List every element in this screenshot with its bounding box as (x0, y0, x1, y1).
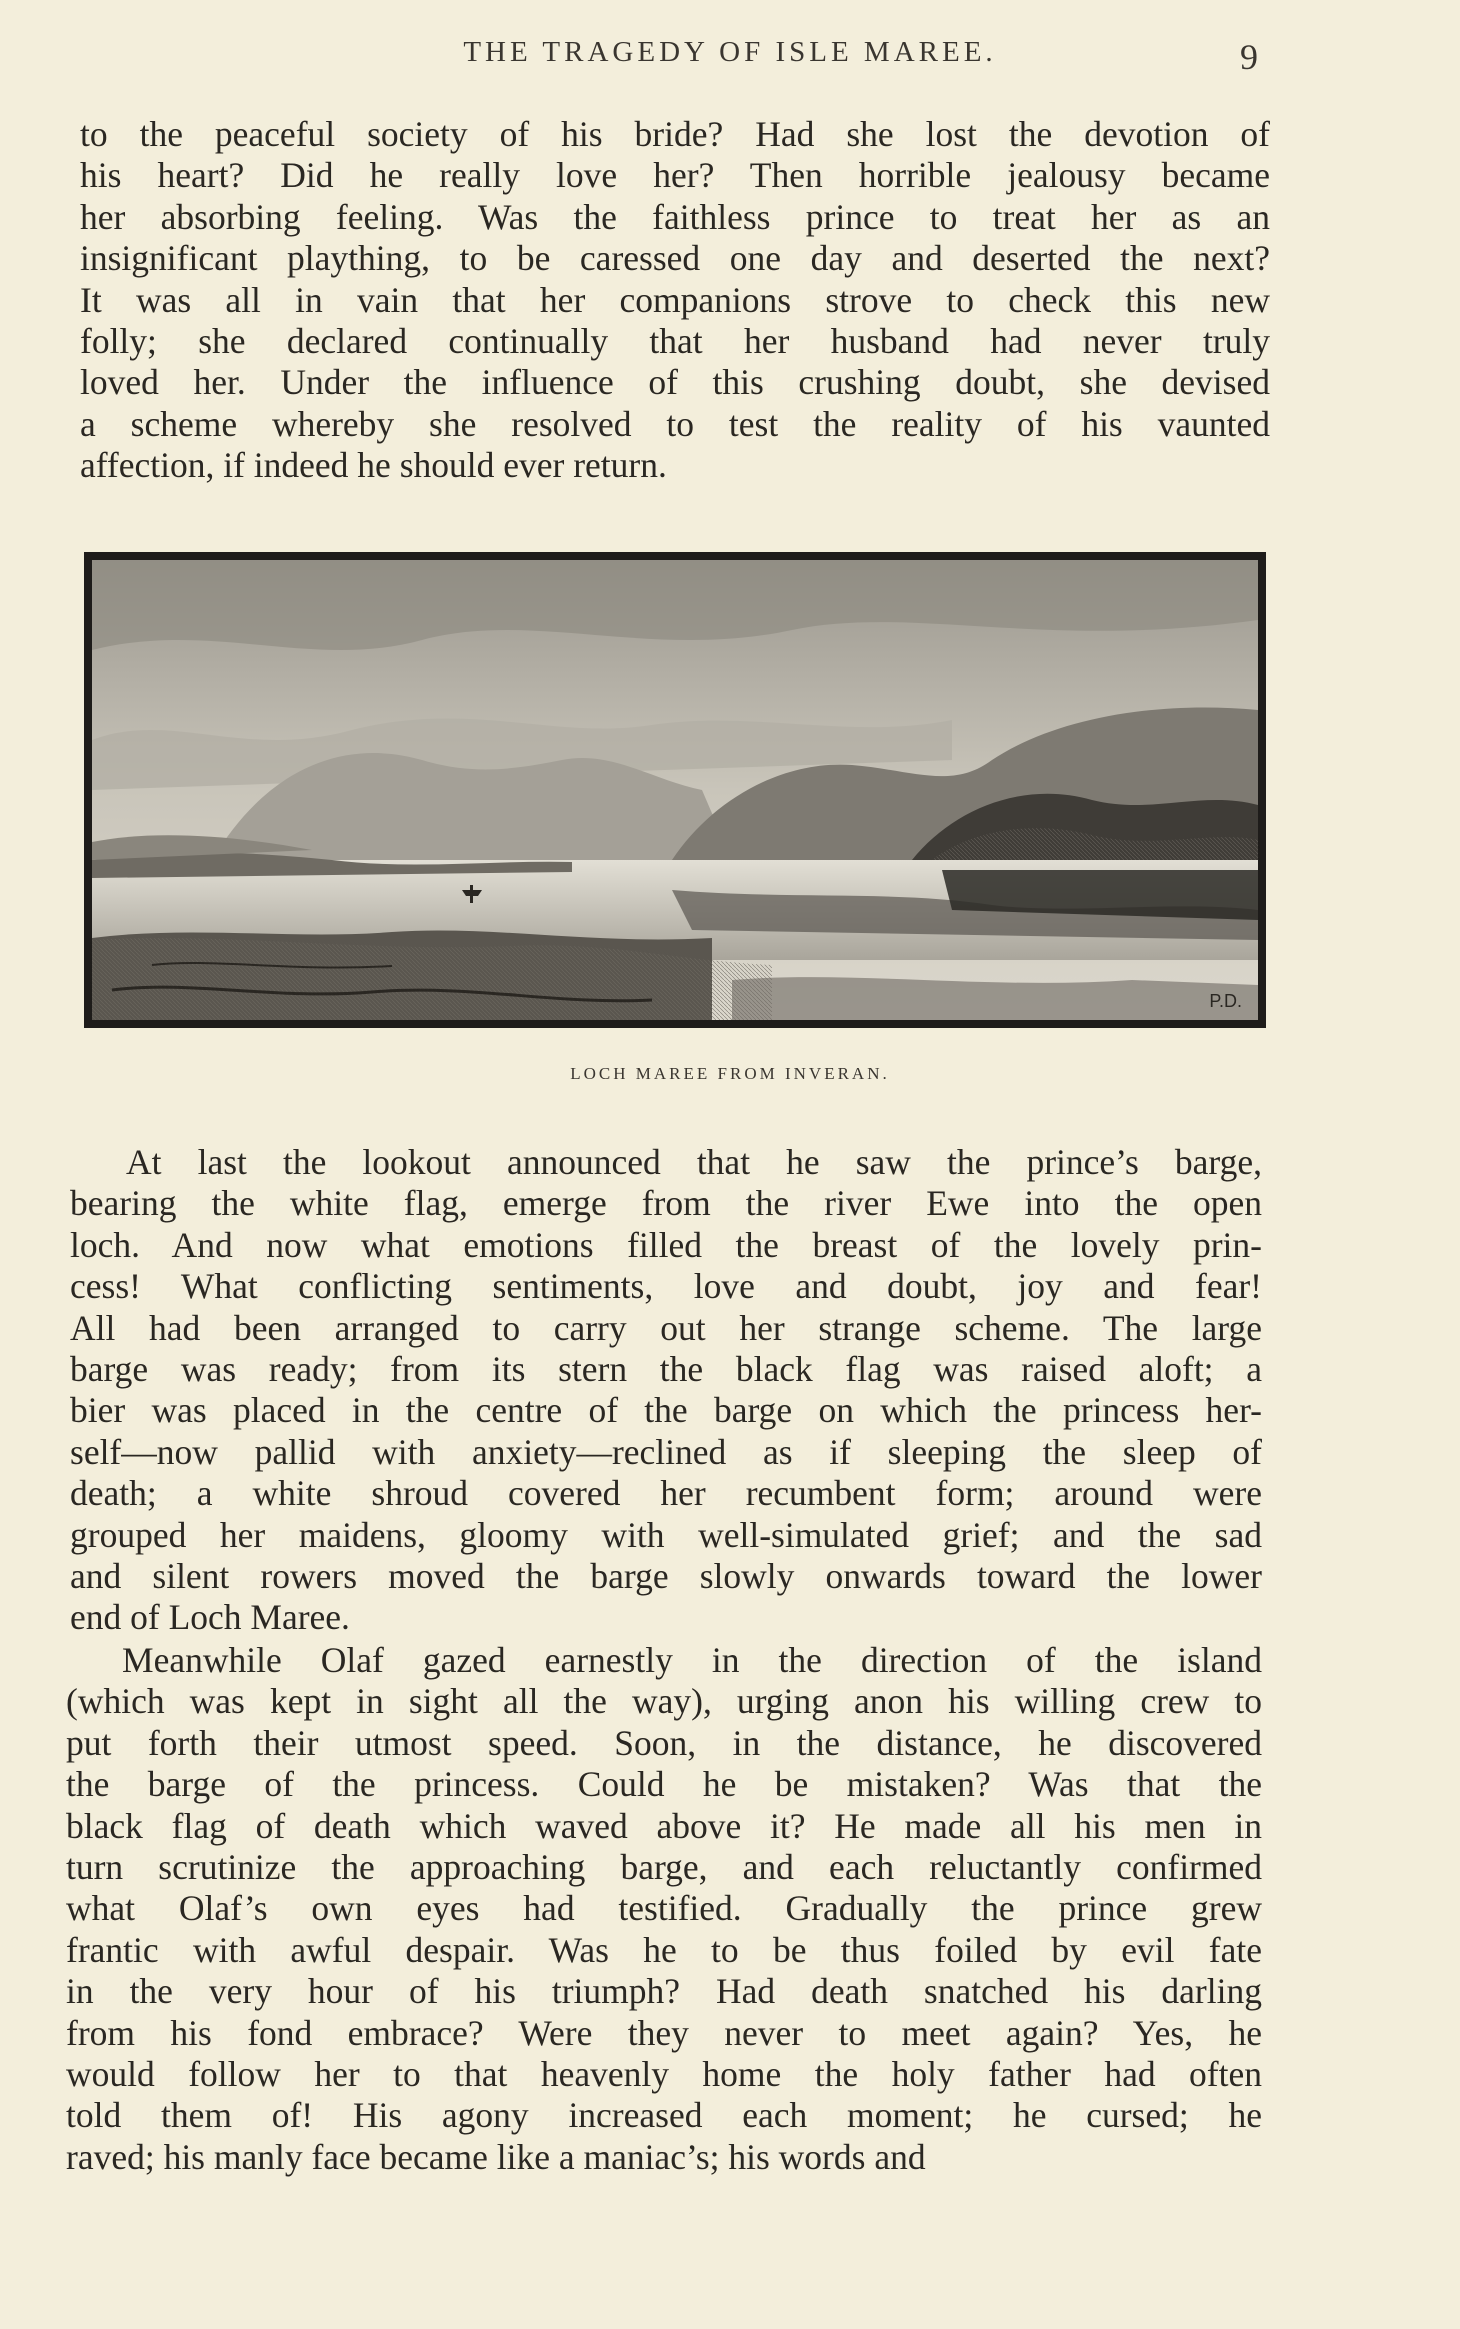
page-number: 9 (1240, 37, 1258, 77)
text-line: death; a white shroud covered her recumbent form; around were (70, 1473, 1262, 1514)
text-line: his heart? Did he really love her? Then horrible jealousy became (80, 155, 1270, 196)
text-line: affection, if indeed he should ever return. (80, 445, 667, 486)
text-line: cess! What conflicting sentiments, love and doubt, joy and fear! (70, 1266, 1262, 1307)
text-line: black flag of death which waved above it? He made all his men in (66, 1805, 1262, 1846)
landscape-engraving (92, 560, 1258, 1020)
text-line: raved; his manly face became like a maniac’s; his words and (66, 2136, 926, 2177)
text-line: self—now pallid with anxiety—reclined as if sleeping the sleep of (70, 1431, 1262, 1472)
illustrator-initials: P.D. (1209, 991, 1242, 1011)
text-line: bearing the white flag, emerge from the river Ewe into the open (70, 1183, 1262, 1224)
text-line: folly; she declared continually that her husband had never truly (80, 321, 1270, 362)
text-line: loch. And now what emotions filled the breast of the lovely prin- (70, 1224, 1262, 1265)
loch-maree-illustration (84, 552, 1266, 1028)
text-line: All had been arranged to carry out her strange scheme. The large (70, 1307, 1262, 1348)
text-line: her absorbing feeling. Was the faithless prince to treat her as an (80, 196, 1270, 237)
text-line: in the very hour of his triumph? Had death snatched his darling (66, 1971, 1262, 2012)
paragraph-2 (70, 1142, 1262, 1639)
text-line: a scheme whereby she resolved to test the reality of his vaunted (80, 403, 1270, 444)
text-line: what Olaf’s own eyes had testified. Gradually the prince grew (66, 1888, 1262, 1929)
text-line: from his fond embrace? Were they never to meet again? Yes, he (66, 2012, 1262, 2053)
text-line: put forth their utmost speed. Soon, in the distance, he discovered (66, 1722, 1262, 1763)
paragraph-3 (66, 1640, 1262, 2178)
text-line: insignificant plaything, to be caressed one day and deserted the next? (80, 238, 1270, 279)
text-line: to the peaceful society of his bride? Had she lost the devotion of (80, 114, 1270, 154)
text-line: and silent rowers moved the barge slowly onwards toward the lower (70, 1556, 1262, 1597)
text-line: grouped her maidens, gloomy with well-simulated grief; and the sad (70, 1514, 1262, 1555)
text-line: bier was placed in the centre of the barge on which the princess her- (70, 1390, 1262, 1431)
figure-caption: LOCH MAREE FROM INVERAN. (570, 1064, 890, 1083)
text-line: Meanwhile Olaf gazed earnestly in the direction of the island (122, 1640, 1262, 1680)
text-line: At last the lookout announced that he saw the prince’s barge, (126, 1142, 1262, 1182)
text-line: loved her. Under the influence of this crushing doubt, she devised (80, 362, 1270, 403)
text-line: told them of! His agony increased each moment; he cursed; he (66, 2095, 1262, 2136)
paragraph-1 (80, 114, 1270, 487)
text-line: barge was ready; from its stern the black flag was raised aloft; a (70, 1349, 1262, 1390)
text-line: (which was kept in sight all the way), urging anon his willing crew to (66, 1681, 1262, 1722)
running-head: THE TRAGEDY OF ISLE MAREE. (463, 36, 997, 68)
text-line: would follow her to that heavenly home the holy father had often (66, 2054, 1262, 2095)
text-line: turn scrutinize the approaching barge, and each reluctantly confirmed (66, 1847, 1262, 1888)
text-line: end of Loch Maree. (70, 1597, 350, 1638)
text-line: the barge of the princess. Could he be mistaken? Was that the (66, 1764, 1262, 1805)
text-line: It was all in vain that her companions strove to check this new (80, 279, 1270, 320)
text-line: frantic with awful despair. Was he to be thus foiled by evil fate (66, 1929, 1262, 1970)
